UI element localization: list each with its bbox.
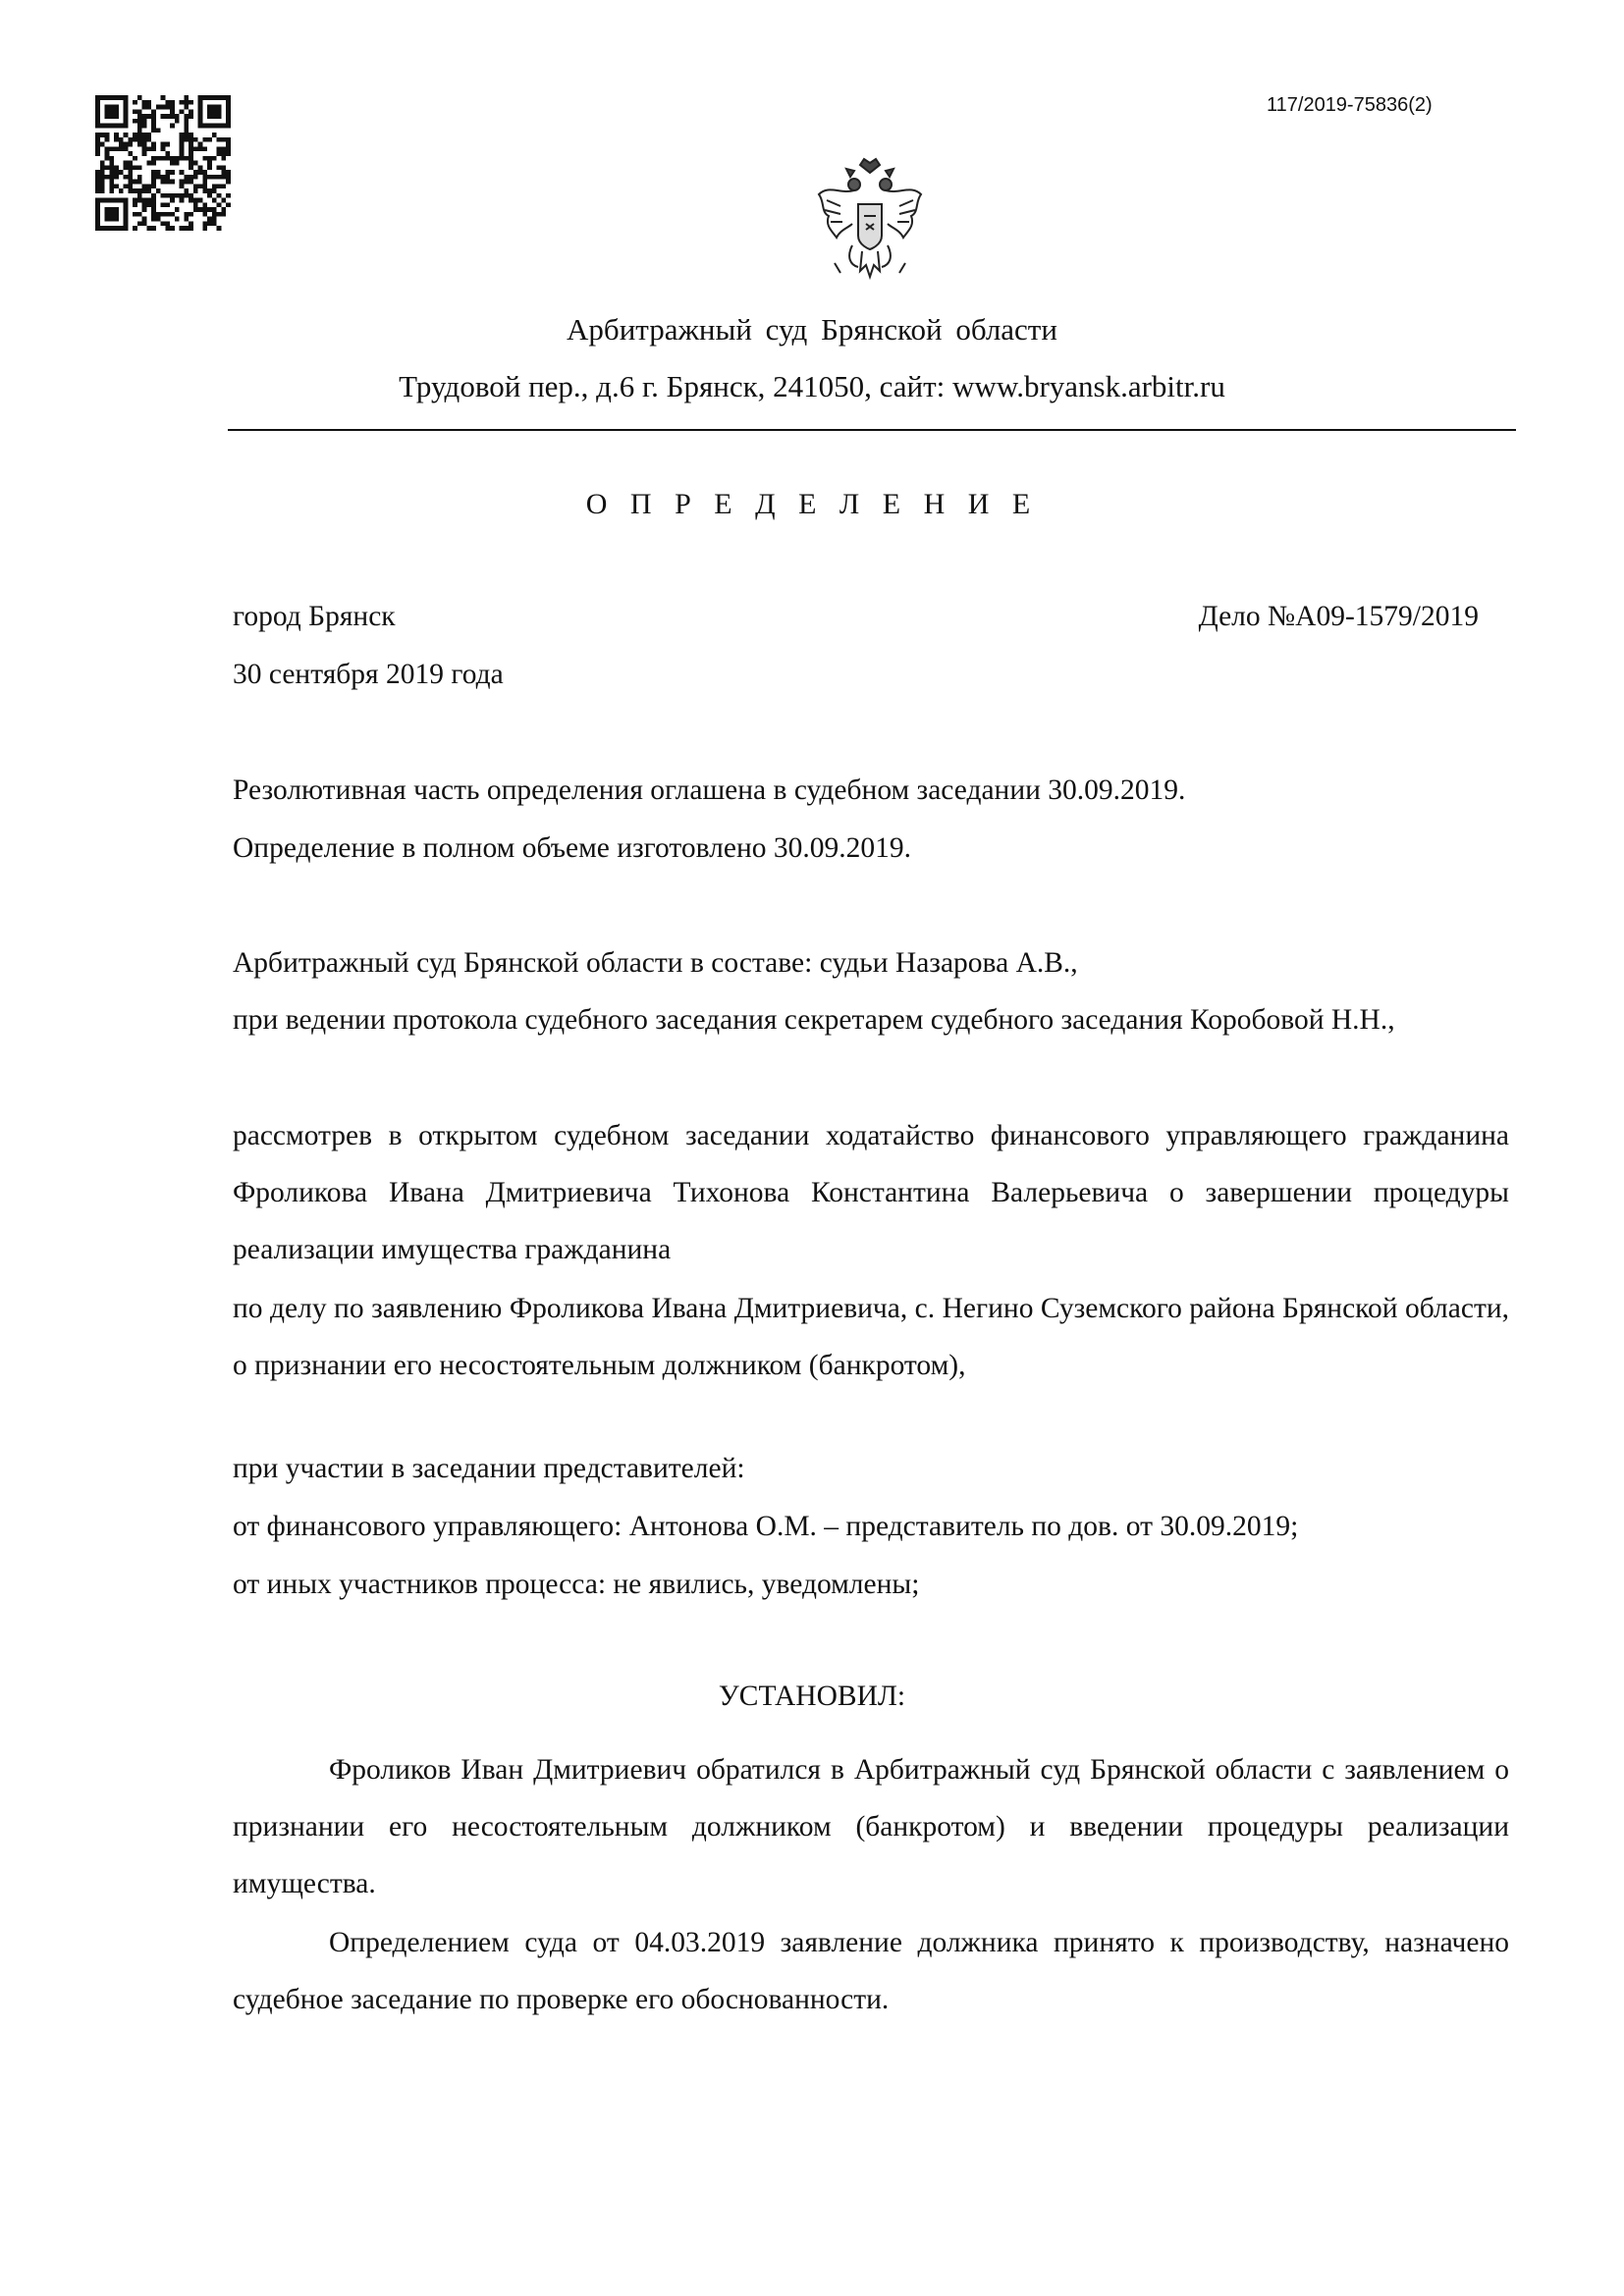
document-id: 117/2019-75836(2): [1267, 94, 1433, 116]
court-name: Арбитражный суд Брянской области: [567, 312, 1057, 347]
participants-others: от иных участников процесса: не явились, уведомлены;: [233, 1569, 920, 1600]
coat-of-arms-icon: [811, 155, 929, 293]
case-number: Дело №А09-1579/2019: [1198, 601, 1479, 632]
resolution-announced: Резолютивная часть определения оглашена в судебном заседании 30.09.2019.: [233, 774, 1186, 806]
considering-paragraph: рассмотрев в открытом судебном заседании ходатайство финансового управляющего гражданина Фроликова Ивана Дмитриевича Тихонова Константина Валерьевича о завершении процедуры реализации имущества гражданина: [233, 1120, 1509, 1265]
qr-code-icon: [95, 95, 231, 231]
established-paragraph-1: Фроликов Иван Дмитриевич обратился в Арбитражный суд Брянской области с заявлением о признании его несостоятельным должником (банкротом) и введении процедуры реализации имущества.: [233, 1754, 1509, 1899]
city: город Брянск: [233, 601, 396, 632]
court-address: Трудовой пер., д.6 г. Брянск, 241050, сайт: www.bryansk.arbitr.ru: [399, 369, 1225, 403]
header-divider: [228, 429, 1516, 431]
document-date: 30 сентября 2019 года: [233, 659, 504, 690]
court-composition: Арбитражный суд Брянской области в составе: судьи Назарова А.В.,: [233, 947, 1078, 979]
resolution-full-text: Определение в полном объеме изготовлено 30.09.2019.: [233, 832, 912, 864]
established-heading: УСТАНОВИЛ:: [718, 1681, 906, 1712]
participants-intro: при участии в заседании представителей:: [233, 1453, 745, 1484]
established-paragraph-2: Определением суда от 04.03.2019 заявление должника принято к производству, назначено судебное заседание по проверке его обоснованности.: [233, 1927, 1509, 2015]
document-title: О П Р Е Д Е Л Е Н И Е: [585, 488, 1039, 520]
participants-manager: от финансового управляющего: Антонова О.М. – представитель по дов. от 30.09.2019;: [233, 1511, 1299, 1542]
case-paragraph: по делу по заявлению Фроликова Ивана Дмитриевича, с. Негино Суземского района Брянской области, о признании его несостоятельным должником (банкротом),: [233, 1293, 1509, 1381]
secretary-paragraph: при ведении протокола судебного заседания секретарем судебного заседания Коробовой Н.Н.,: [233, 1004, 1395, 1036]
